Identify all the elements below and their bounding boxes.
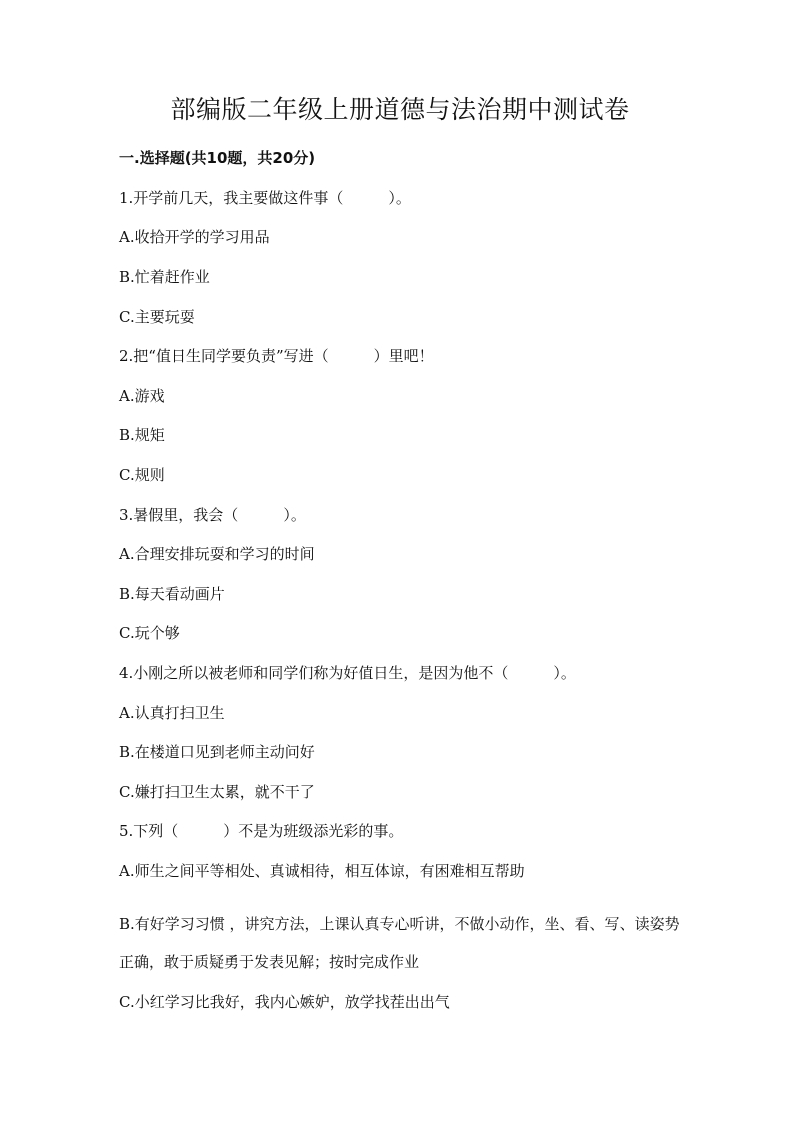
page-title: 部编版二年级上册道德与法治期中测试卷: [170, 95, 630, 124]
question-4-option-c: C.嫌打扫卫生太累，就不干了: [119, 783, 315, 801]
question-3-option-a: A.合理安排玩耍和学习的时间: [119, 545, 315, 563]
question-2-option-a: A.游戏: [119, 387, 165, 405]
question-2: 2.把“值日生同学要负责”写进（ ）里吧！: [119, 347, 434, 365]
question-1-option-c: C.主要玩耍: [119, 308, 195, 326]
question-4-option-b: B.在楼道口见到老师主动问好: [119, 743, 315, 761]
question-2-option-c: C.规则: [119, 466, 165, 484]
question-1: 1.开学前几天，我主要做这件事（ ）。: [119, 189, 411, 207]
question-4: 4.小刚之所以被老师和同学们称为好值日生，是因为他不（ ）。: [119, 664, 576, 682]
question-5: 5.下列（ ）不是为班级添光彩的事。: [119, 822, 404, 840]
question-5-option-b: B.有好学习习惯 ，讲究方法，上课认真专心听讲，不做小动作，坐、看、写、读姿势正确，敢于质疑勇于发表见解；按时完成作业: [119, 915, 680, 971]
question-3: 3.暑假里，我会（ ）。: [119, 506, 306, 524]
question-1-option-a: A.收拾开学的学习用品: [119, 228, 270, 246]
question-3-option-c: C.玩个够: [119, 624, 180, 642]
question-5-option-a: A.师生之间平等相处、真诚相待，相互体谅，有困难相互帮助: [119, 862, 525, 880]
question-3-option-b: B.每天看动画片: [119, 585, 225, 603]
section-heading: 一.选择题(共10题，共20分): [119, 149, 316, 167]
question-1-option-b: B.忙着赶作业: [119, 268, 210, 286]
question-2-option-b: B.规矩: [119, 426, 165, 444]
question-4-option-a: A.认真打扫卫生: [119, 704, 225, 722]
question-5-option-c: C.小红学习比我好，我内心嫉妒，放学找茬出出气: [119, 993, 450, 1011]
